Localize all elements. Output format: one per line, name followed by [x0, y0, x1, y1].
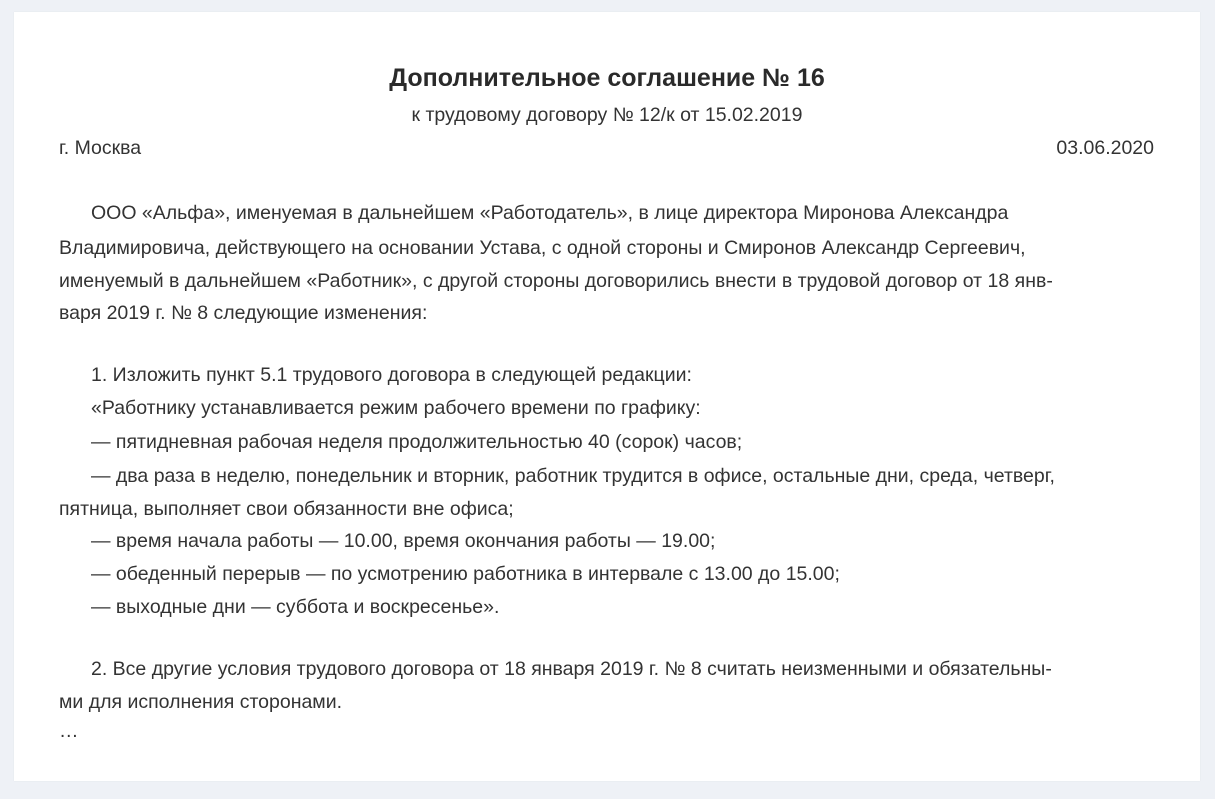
- clause-1-line: — обеденный перерыв — по усмотрению работника в интервале с 13.00 до 15.00;: [91, 563, 840, 585]
- ellipsis: …: [59, 720, 79, 742]
- clause-1-line: «Работнику устанавливается режим рабочего времени по графику:: [91, 397, 701, 419]
- intro-line: ООО «Альфа», именуемая в дальнейшем «Работодатель», в лице директора Миронова Александра: [91, 202, 1009, 224]
- document-date: 03.06.2020: [1056, 137, 1154, 159]
- clause-1-line: — выходные дни — суббота и воскресенье».: [91, 596, 500, 618]
- clause-1-line: пятница, выполняет свои обязанности вне офиса;: [59, 498, 514, 520]
- clause-2-line: ми для исполнения сторонами.: [59, 691, 343, 713]
- intro-line: именуемый в дальнейшем «Работник», с другой стороны договорились внести в трудовой договор от 18 янв-: [59, 270, 1053, 292]
- document-subtitle: к трудовому договору № 12/к от 15.02.2019: [411, 104, 803, 126]
- intro-line: варя 2019 г. № 8 следующие изменения:: [59, 302, 428, 324]
- clause-2-line: 2. Все другие условия трудового договора от 18 января 2019 г. № 8 считать неизменными и обязательны-: [91, 658, 1052, 680]
- document-city: г. Москва: [59, 137, 142, 159]
- document-sheet: [14, 12, 1200, 781]
- clause-1-line: — два раза в неделю, понедельник и вторник, работник трудится в офисе, остальные дни, среда, четверг,: [91, 465, 1055, 487]
- document-title: Дополнительное соглашение № 16: [389, 64, 825, 92]
- intro-line: Владимировича, действующего на основании Устава, с одной стороны и Смиронов Александр Сергеевич,: [59, 237, 1026, 259]
- clause-1-line: — время начала работы — 10.00, время окончания работы — 19.00;: [91, 530, 716, 552]
- clause-1-line: 1. Изложить пункт 5.1 трудового договора в следующей редакции:: [91, 364, 692, 386]
- clause-1-line: — пятидневная рабочая неделя продолжительностью 40 (сорок) часов;: [91, 431, 743, 453]
